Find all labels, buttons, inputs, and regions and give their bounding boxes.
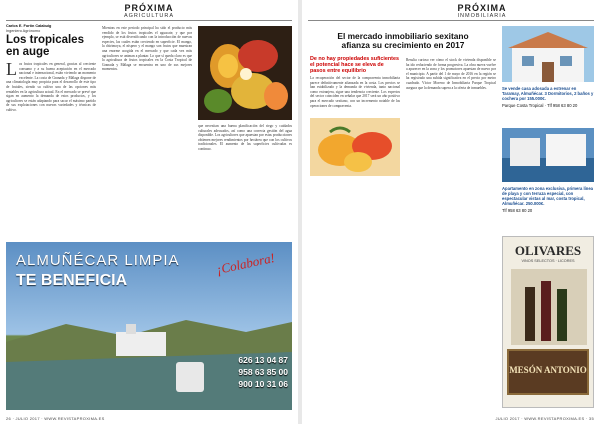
headline-line1: Los tropicales [6, 34, 84, 46]
header-rule [6, 20, 292, 21]
article-subhead: De no hay propiedades suficientes el potencial hace se eleva de pasos entre equilibrio [310, 56, 399, 75]
headline-line2: afianza su crecimiento en 2017 [341, 39, 465, 50]
ad-tagline: ¡Colabora! [214, 250, 277, 278]
article-column-1 [6, 62, 96, 238]
column-1-text: La recuperación del sector de la compraventa inmobiliaria parece definitivamente afianzada en la costa. Los precios se han estabilizado y la demanda de vivienda, tanto nacional como extranjera, sigue una tendencia creciente. Los expertos del sector coinciden en señalar que 2017 será un año positivo para el mercado sexitano, con un incremento notable de las operaciones de compraventa. [310, 76, 400, 108]
ad-phone-2[interactable]: 958 63 85 00 [238, 367, 288, 377]
byline [6, 24, 96, 33]
article-headline [310, 32, 496, 50]
right-page [302, 0, 600, 424]
classified-1-contact: Parque Costa Tropical · Tlf 958 63 80 20 [502, 103, 578, 108]
section-header-agricultura [100, 4, 198, 20]
column-1-text: os frutos tropicales en general, gracias al creciente consumo y a su buena aceptación en el mercado nacional e internacional, están viviendo un momento excelente. La costa de Granada y Málaga dispone de una climatología muy propicia para el desarrollo de este tipo de frutales, siendo su cultivo una de las opciones más rentables en la agricultura actual. En el mercado se prevé que sigan en aumento la demanda de estos productos, y los agricultores se están adaptando para sacar el máximo partido de sus explotaciones con nuevas variedades y técnicas de cultivo. [6, 62, 96, 112]
section-subtitle: INMOBILIARIA [457, 13, 507, 19]
author-role: Ingeniero Agrónomo [6, 28, 41, 33]
section-title: PRÓXIMA [124, 3, 174, 13]
headline-line1: El mercado inmobiliario sexitano [337, 31, 469, 41]
article-column-3 [198, 124, 292, 238]
ad-brand: OLIVARES [514, 243, 582, 258]
left-footer: 26 · JULIO 2017 · WWW.REVISTAPROXIMA.ES [6, 416, 105, 421]
almunecar-limpia-ad[interactable] [6, 242, 292, 410]
left-page [0, 0, 298, 424]
olivares-meson-antonio-ad[interactable] [502, 236, 594, 408]
ad-phone-1[interactable]: 626 13 04 87 [238, 355, 288, 365]
apartment-illustration [502, 128, 594, 182]
right-footer: JULIO 2017 · WWW.REVISTAPROXIMA.ES · 35 [495, 416, 594, 421]
recycle-bin-icon [176, 362, 204, 392]
tropical-fruits-photo [198, 26, 292, 120]
mango-photo [310, 118, 400, 176]
classified-ad-1[interactable] [502, 86, 594, 108]
classified-2-contact: Tlf 958 63 80 20 [502, 208, 533, 213]
ad-name: MESÓN ANTONIO [509, 365, 587, 375]
column-2-text: Mientras en este periodo principal ha sido el producto más vendido de los frutos tropicales el aguacate, y que por ejemplo, se está diversificando con la introducción de nuevas especies, las cuales están creciendo en superficie. El mango, la chirimoya, el níspero y el mango son frutos que muestran una enorme acogida en el mercado y que cada vez más agricultores se animan a plantar. Lo que sí queda claro es que la agricultura de frutos tropicales en la Costa Tropical de Granada y Málaga se encuentra en uno de sus mejores momentos. [102, 26, 192, 72]
classified-1-title: Se vende casa adosada a estrenar en Taramay, Almuñécar. 3 Dormitorios, 2 baños y cochera por 155.000€. [502, 86, 594, 101]
header-rule [308, 20, 594, 21]
column-2-text: Resulta curioso ver cómo el stock de vivienda disponible se ha ido reduciendo de forma progresiva. La obra nueva vuelve a aparecer en la zona y los promotores apuestan de nuevo por el municipio. A partir del 1 de mayo de 2016 en la región se ha registrado una subida significativa en el precio por metro cuadrado. Víctor Moreno de Inmobiliaria Parque Tropical asegura que la demanda supera a la oferta de inmuebles. [406, 58, 496, 90]
wine-bottles-illustration [511, 269, 587, 345]
ad-tagline: VINOS SELECTOS · LICORES [521, 259, 575, 263]
headline-line2: en auge [6, 46, 50, 59]
mango-illustration [310, 118, 400, 176]
classified-2-title: Apartamento en zona exclusiva, primera línea de playa y con terraza especial, con espectacular vistas al mar, costa tropical, Almuñécar. 250.000€. [502, 186, 593, 206]
section-title: PRÓXIMA [457, 3, 507, 13]
ad-title: ALMUÑÉCAR LIMPIA [16, 252, 180, 269]
drop-cap: L [6, 62, 17, 79]
ad-subtitle: TE BENEFICIA [16, 272, 128, 289]
section-header-inmobiliaria [432, 4, 532, 20]
article-column-2 [102, 26, 192, 238]
section-subtitle: AGRICULTURA [123, 13, 174, 19]
house-illustration [502, 26, 594, 82]
article-column-2 [406, 58, 496, 408]
fruits-illustration [198, 26, 292, 120]
article-headline [6, 34, 98, 58]
classified-ad-2[interactable] [502, 186, 594, 213]
apartment-photo [502, 128, 594, 182]
house-photo [502, 26, 594, 82]
column-3-text: que necesitan una buena planificación del riego y cuidados culturales adecuados, así como una correcta gestión del agua disponible. Los agricultores que apuestan por estas producciones obtienen mejores rendimientos por hectárea que con los cultivos tradicionales. El aumento de las superficies cultivadas es continuo. [198, 124, 292, 151]
ad-phone-3[interactable]: 900 10 31 06 [238, 379, 288, 389]
ad-phone-list [212, 354, 288, 390]
meson-sign [507, 349, 589, 395]
author-name: Carlos E. Fortín Calabuig [6, 24, 52, 28]
